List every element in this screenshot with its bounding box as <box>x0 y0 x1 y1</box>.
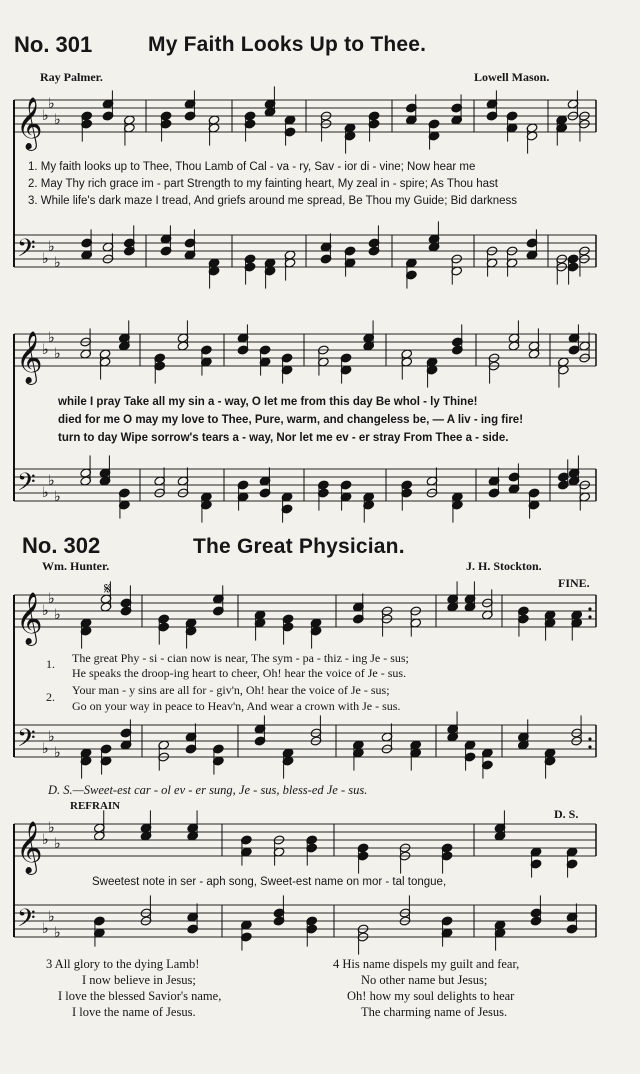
hymn-title: My Faith Looks Up to Thee. <box>148 33 427 56</box>
verse-line: Your man - y sins are all for - giv'n, Oh! hear the voice of Je - sus; <box>72 683 390 697</box>
verse-line: 3. While life's dark maze I tread, And griefs around me spread, Be Thou my Guide; Bid darkness <box>28 195 518 207</box>
flat-icon: ♭ <box>42 921 49 937</box>
refrain-label: REFRAIN <box>70 800 121 812</box>
bass-clef-icon: 𝄢 <box>17 903 36 938</box>
flat-icon: ♭ <box>48 473 55 489</box>
flat-icon: ♭ <box>48 96 55 112</box>
stanza-line: The charming name of Jesus. <box>361 1005 508 1019</box>
stanza-3 <box>46 956 221 1020</box>
flat-icon: ♭ <box>54 489 61 505</box>
flat-icon: ♭ <box>42 108 49 124</box>
stanza-line: Oh! how my soul delights to hear <box>347 989 515 1003</box>
flat-icon: ♭ <box>54 255 61 271</box>
hymn-title: The Great Physician. <box>193 535 405 558</box>
hymn-number: No. 302 <box>22 533 101 558</box>
flat-icon: ♭ <box>48 909 55 925</box>
repeat-dot <box>588 615 591 618</box>
verse-line: turn to day Wipe sorrow's tears a - way, Nor let me ev - er stray From Thee a - side. <box>58 432 509 444</box>
verse-label: 2. <box>46 690 55 704</box>
treble-clef-icon: 𝄞 <box>16 591 43 644</box>
flat-icon: ♭ <box>48 239 55 255</box>
flat-icon: ♭ <box>48 729 55 745</box>
flat-icon: ♭ <box>54 745 61 761</box>
stanza-line: I now believe in Jesus; <box>82 973 196 987</box>
flat-icon: ♭ <box>42 832 49 848</box>
repeat-dot <box>588 607 591 610</box>
stanza-4 <box>333 956 519 1020</box>
flat-icon: ♭ <box>42 342 49 358</box>
lyricist-credit: Wm. Hunter. <box>42 559 110 573</box>
flat-icon: ♭ <box>42 485 49 501</box>
composer-credit: Lowell Mason. <box>474 70 550 84</box>
stanza-line: 3 All glory to the dying Lamb! <box>46 957 200 971</box>
flat-icon: ♭ <box>54 925 61 941</box>
segno-icon: 𝄋 <box>104 579 111 598</box>
verse-line: while I pray Take all my sin a - way, O let me from this day Be whol - ly Thine! <box>58 396 478 408</box>
repeat-dot <box>588 745 591 748</box>
bass-clef-icon: 𝄢 <box>17 467 36 502</box>
bass-clef-icon: 𝄢 <box>17 233 36 268</box>
flat-icon: ♭ <box>54 836 61 852</box>
refrain-line: Sweetest note in ser - aph song, Sweet-est name on mor - tal tongue, <box>92 876 447 888</box>
verse-line: Go on your way in peace to Heav'n, And wear a crown with Je - sus. <box>72 699 401 713</box>
stanza-line: I love the name of Jesus. <box>72 1005 196 1019</box>
flat-icon: ♭ <box>48 591 55 607</box>
repeat-dot <box>588 737 591 740</box>
flat-icon: ♭ <box>42 603 49 619</box>
lyricist-credit: Ray Palmer. <box>40 70 103 84</box>
verse-line: 1. My faith looks up to Thee, Thou Lamb of Cal - va - ry, Sav - ior di - vine; Now hear me <box>28 161 476 173</box>
flat-icon: ♭ <box>42 741 49 757</box>
verse-line: He speaks the droop-ing heart to cheer, Oh! hear the voice of Je - sus. <box>72 666 407 680</box>
stanza-line: No other name but Jesus; <box>361 973 488 987</box>
flat-icon: ♭ <box>48 330 55 346</box>
flat-icon: ♭ <box>54 112 61 128</box>
verse-label: 1. <box>46 657 55 671</box>
flat-icon: ♭ <box>48 820 55 836</box>
verse-line: died for me O may my love to Thee, Pure, warm, and changeless be, — A liv - ing fire! <box>58 414 524 426</box>
flat-icon: ♭ <box>54 346 61 362</box>
verse-line: The great Phy - si - cian now is near, The sym - pa - thiz - ing Je - sus; <box>72 651 409 665</box>
hymn-number: No. 301 <box>14 32 93 57</box>
ds-mark: D. S. <box>554 807 579 821</box>
bass-clef-icon: 𝄢 <box>17 723 36 758</box>
verse-line: 2. May Thy rich grace im - part Strength to my fainting heart, My zeal in - spire; As Thou hast <box>28 178 498 190</box>
treble-clef-icon: 𝄞 <box>16 330 43 383</box>
treble-clef-icon: 𝄞 <box>16 96 43 149</box>
flat-icon: ♭ <box>42 251 49 267</box>
composer-credit: J. H. Stockton. <box>466 559 542 573</box>
treble-clef-icon: 𝄞 <box>16 820 43 873</box>
flat-icon: ♭ <box>54 607 61 623</box>
fine-mark: FINE. <box>558 576 590 590</box>
stanza-line: 4 His name dispels my guilt and fear, <box>333 957 520 971</box>
ds-line: D. S.—Sweet-est car - ol ev - er sung, Je - sus, bless-ed Je - sus. <box>48 783 368 797</box>
stanza-line: I love the blessed Savior's name, <box>58 989 222 1003</box>
